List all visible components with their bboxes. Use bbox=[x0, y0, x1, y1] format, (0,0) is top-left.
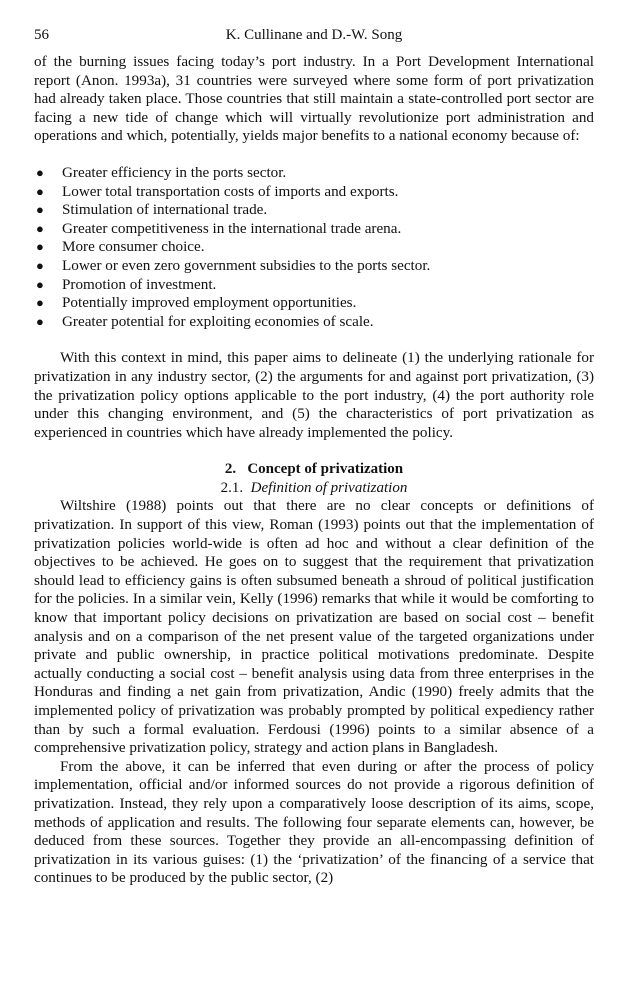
intro-paragraph: of the burning issues facing today’s port industry. In a Port Development International report (Anon. 1993a), 31 countries were surveyed where some form of port privatization had already taken place. Those countries that still maintain a state-controlled port sector are facing a new tide of change which will virtually revolutionize port administration and operations and which, potentially, yields major benefits to a national economy because of: bbox=[34, 53, 594, 145]
bullet-icon: ● bbox=[36, 276, 44, 292]
list-item-text: Lower total transportation costs of imports and exports. bbox=[62, 182, 399, 200]
subsection-title: Definition of privatization bbox=[250, 479, 408, 496]
list-item bbox=[34, 276, 594, 295]
list-item-text: Promotion of investment. bbox=[62, 275, 217, 293]
list-item bbox=[34, 238, 594, 257]
list-item-text: Greater competitiveness in the international trade arena. bbox=[62, 219, 402, 237]
list-item-text: Potentially improved employment opportunities. bbox=[62, 294, 357, 312]
section-number: 2. bbox=[224, 461, 237, 478]
list-item bbox=[34, 201, 594, 220]
list-item-text: More consumer choice. bbox=[62, 238, 205, 256]
bullet-icon: ● bbox=[36, 239, 44, 255]
list-item-text: Stimulation of international trade. bbox=[62, 201, 268, 219]
list-item bbox=[34, 294, 594, 313]
section-heading bbox=[34, 460, 594, 479]
aims-paragraph: With this context in mind, this paper aims to delineate (1) the underlying rationale for privatization in any industry sector, (2) the arguments for and against port privatization, (3) the privatization policy options applicable to the port industry, (4) the port authority role under this changing environment, and (5) the characteristics of port privatization as experienced in countries which have already implemented the policy. bbox=[34, 349, 594, 441]
list-item bbox=[34, 313, 594, 332]
section-title: Concept of privatization bbox=[247, 461, 404, 478]
list-item-text: Greater potential for exploiting economies of scale. bbox=[62, 312, 374, 330]
bullet-icon: ● bbox=[36, 313, 44, 329]
list-item bbox=[34, 183, 594, 202]
definition-paragraph: From the above, it can be inferred that even during or after the process of policy implementation, official and/or informed sources do not provide a rigorous definition of privatization. Instead, they rely upon a comparatively loose description of its aims, scope, methods of application and results. The following four separate elements can, however, be deduced from these sources. Together they provide an all-encompassing definition of privatization in its various guises: (1) the ‘privatization’ of the financing of a service that continues to be produced by the public sector, (2) bbox=[34, 757, 594, 887]
bullet-icon: ● bbox=[36, 220, 44, 236]
header-authors: K. Cullinane and D.-W. Song bbox=[225, 27, 403, 43]
list-item-text: Greater efficiency in the ports sector. bbox=[62, 163, 287, 181]
list-item-text: Lower or even zero government subsidies to the ports sector. bbox=[62, 256, 431, 274]
bullet-icon: ● bbox=[36, 257, 44, 273]
subsection-number: 2.1. bbox=[220, 479, 244, 496]
bullet-icon: ● bbox=[36, 164, 44, 180]
page bbox=[34, 25, 594, 888]
list-item bbox=[34, 164, 594, 183]
list-item bbox=[34, 220, 594, 239]
wiltshire-paragraph: Wiltshire (1988) points out that there are no clear concepts or definitions of privatization. In support of this view, Roman (1993) points out that the implementation of privatization policies world-wide is often ad hoc and without a clear definition of the objectives to be achieved. He goes on to suggest that the requirement that privatization should lead to efficiency gains is often subsumed beneath a shroud of political justification for the policies. In a similar vein, Kelly (1996) remarks that while it would be comforting to know that important policy decisions on privatization are based on social cost – benefit analysis and on a comparison of the net present value of the targeted organizations under private and public ownership, in practice political motivations predominate. Despite actually conducting a social cost – benefit analysis using data from three enterprises in the Honduras and finding a net gain from privatization, Andic (1990) freely admits that the implemented policy of privatization was probably prompted by political expediency rather than by such a formal evaluation. Ferdousi (1996) points to a similar absence of a comprehensive privatization policy, strategy and action plans in Bangladesh. bbox=[34, 497, 594, 757]
subsection-heading bbox=[34, 479, 594, 498]
benefits-list bbox=[34, 164, 594, 331]
bullet-icon: ● bbox=[36, 183, 44, 199]
running-header bbox=[34, 25, 594, 45]
bullet-icon: ● bbox=[36, 202, 44, 218]
list-item bbox=[34, 257, 594, 276]
page-number: 56 bbox=[34, 27, 49, 43]
bullet-icon: ● bbox=[36, 295, 44, 311]
